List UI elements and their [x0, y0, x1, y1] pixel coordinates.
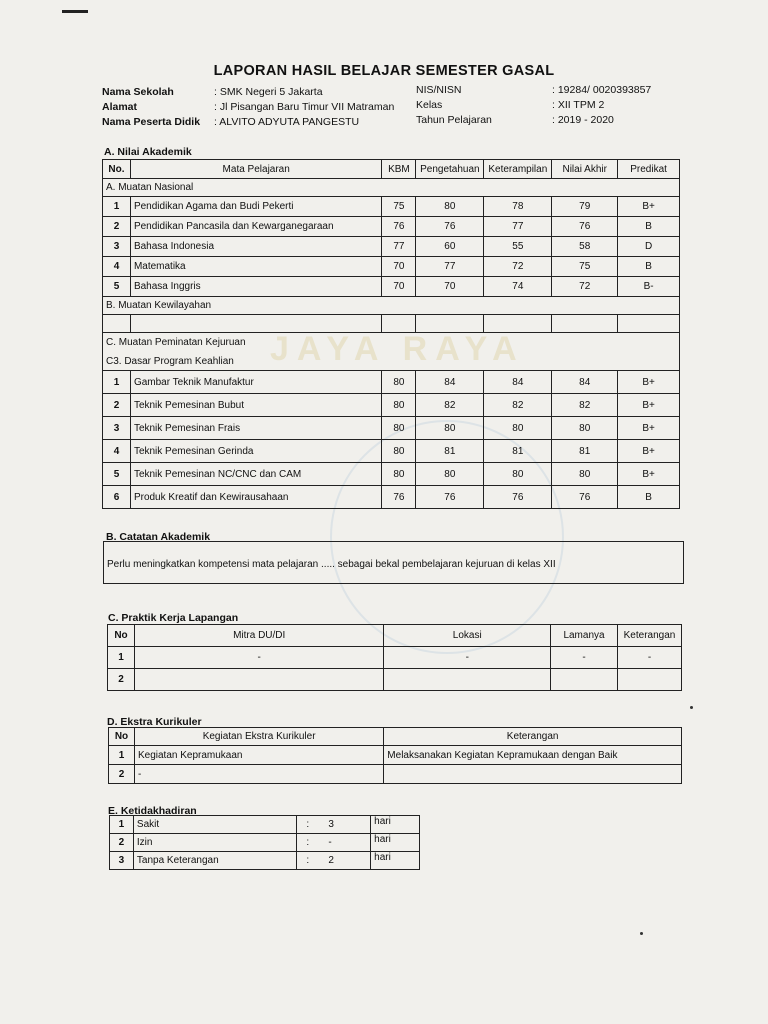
- predicate: B+: [618, 417, 680, 440]
- kbm-value: 80: [382, 371, 416, 394]
- row-number: 5: [103, 463, 131, 486]
- predicate: B: [618, 257, 680, 277]
- row-number: 2: [103, 217, 131, 237]
- school-label: Nama Sekolah: [102, 86, 174, 98]
- kbm-value: 80: [382, 463, 416, 486]
- final-score: 75: [552, 257, 618, 277]
- final-score: 58: [552, 237, 618, 257]
- subject-name: Produk Kreatif dan Kewirausahaan: [130, 486, 382, 509]
- grade-row: [103, 197, 680, 217]
- skill-score: 72: [484, 257, 552, 277]
- year-value: : 2019 - 2020: [552, 114, 614, 126]
- skill-score: 81: [484, 440, 552, 463]
- skill-score: 78: [484, 197, 552, 217]
- group-row: [103, 353, 680, 371]
- final-score: 80: [552, 417, 618, 440]
- absence-row: [110, 834, 420, 852]
- knowledge-score: 84: [416, 371, 484, 394]
- grade-row: [103, 237, 680, 257]
- academic-header-row: [103, 160, 680, 179]
- extra-header-row: [109, 728, 682, 746]
- final-score: 79: [552, 197, 618, 217]
- final-score: 81: [552, 440, 618, 463]
- top-mark: [62, 10, 88, 13]
- skill-score: 74: [484, 277, 552, 297]
- col-remarks: Keterangan: [384, 728, 682, 746]
- address-label: Alamat: [102, 101, 138, 113]
- absence-row: [110, 852, 420, 870]
- activity-remarks: [384, 765, 682, 784]
- subject-name: Bahasa Indonesia: [130, 237, 382, 257]
- col-location: Lokasi: [384, 625, 551, 647]
- col-activity: Kegiatan Ekstra Kurikuler: [134, 728, 383, 746]
- row-number: 2: [108, 669, 135, 691]
- remarks: [617, 669, 681, 691]
- absence-table: [109, 815, 420, 870]
- kbm-value: 80: [382, 394, 416, 417]
- predicate: B+: [618, 197, 680, 217]
- col-knowledge: Pengetahuan: [416, 160, 484, 179]
- subject-name: Teknik Pemesinan NC/CNC dan CAM: [130, 463, 382, 486]
- final-score: 82: [552, 394, 618, 417]
- kbm-value: 70: [382, 257, 416, 277]
- subject-name: Pendidikan Pancasila dan Kewarganegaraan: [130, 217, 382, 237]
- knowledge-score: 77: [416, 257, 484, 277]
- notes-section-title: B. Catatan Akademik: [106, 531, 211, 543]
- kbm-value: 80: [382, 440, 416, 463]
- kbm-value: 77: [382, 237, 416, 257]
- predicate: B+: [618, 394, 680, 417]
- col-subject: Mata Pelajaran: [130, 160, 382, 179]
- subject-name: Teknik Pemesinan Frais: [130, 417, 382, 440]
- colon: :: [306, 855, 310, 866]
- skill-score: 80: [484, 417, 552, 440]
- col-remarks: Keterangan: [617, 625, 681, 647]
- col-final: Nilai Akhir: [552, 160, 618, 179]
- partner-name: -: [134, 647, 383, 669]
- group-regional-label: B. Muatan Kewilayahan: [103, 297, 680, 315]
- empty-row: [103, 315, 680, 333]
- internship-table: [107, 624, 682, 691]
- row-number: 4: [103, 257, 131, 277]
- row-number: 3: [110, 852, 134, 870]
- duration: [551, 669, 618, 691]
- col-partner: Mitra DU/DI: [134, 625, 383, 647]
- predicate: B: [618, 486, 680, 509]
- activity-remarks: Melaksanakan Kegiatan Kepramukaan dengan Baik: [384, 746, 682, 765]
- predicate: B+: [618, 440, 680, 463]
- row-number: 4: [103, 440, 131, 463]
- absence-unit: hari: [371, 816, 420, 834]
- extra-row: [109, 765, 682, 784]
- location: [384, 669, 551, 691]
- subject-name: Bahasa Inggris: [130, 277, 382, 297]
- speck: [640, 932, 643, 935]
- absence-section-title: E. Ketidakhadiran: [108, 805, 197, 817]
- absence-count-cell: [297, 852, 371, 870]
- group-c3-label: C3. Dasar Program Keahlian: [103, 353, 680, 371]
- col-no: No.: [103, 160, 131, 179]
- knowledge-score: 80: [416, 417, 484, 440]
- group-row: [103, 179, 680, 197]
- final-score: 76: [552, 486, 618, 509]
- notes-box: [103, 541, 684, 584]
- colon: :: [306, 819, 310, 830]
- grade-row: [103, 417, 680, 440]
- final-score: 76: [552, 217, 618, 237]
- grade-row: [103, 463, 680, 486]
- absence-count-cell: [297, 816, 371, 834]
- row-number: 1: [103, 371, 131, 394]
- internship-row: [108, 669, 682, 691]
- predicate: B-: [618, 277, 680, 297]
- group-row: [103, 333, 680, 353]
- extra-row: [109, 746, 682, 765]
- student-label: Nama Peserta Didik: [102, 116, 201, 128]
- school-value: : SMK Negeri 5 Jakarta: [214, 86, 323, 98]
- skill-score: 80: [484, 463, 552, 486]
- subject-name: Teknik Pemesinan Bubut: [130, 394, 382, 417]
- grade-row: [103, 440, 680, 463]
- skill-score: 55: [484, 237, 552, 257]
- kbm-value: 76: [382, 217, 416, 237]
- grade-row: [103, 371, 680, 394]
- extra-section-title: D. Ekstra Kurikuler: [107, 716, 202, 728]
- nis-label: NIS/NISN: [416, 84, 462, 96]
- predicate: D: [618, 237, 680, 257]
- speck: [690, 706, 693, 709]
- grade-row: [103, 394, 680, 417]
- kbm-value: 75: [382, 197, 416, 217]
- knowledge-score: 76: [416, 217, 484, 237]
- row-number: 6: [103, 486, 131, 509]
- grade-row: [103, 486, 680, 509]
- skill-score: 84: [484, 371, 552, 394]
- absence-unit: hari: [371, 852, 420, 870]
- skill-score: 76: [484, 486, 552, 509]
- kbm-value: 80: [382, 417, 416, 440]
- predicate: B: [618, 217, 680, 237]
- internship-row: [108, 647, 682, 669]
- absence-type: Izin: [133, 834, 296, 852]
- knowledge-score: 81: [416, 440, 484, 463]
- grade-row: [103, 257, 680, 277]
- notes-text: Perlu meningkatkan kompetensi mata pelajaran ..... sebagai bekal pembelajaran kejuruan di kelas XII: [107, 559, 556, 570]
- group-row: [103, 297, 680, 315]
- row-number: 1: [103, 197, 131, 217]
- subject-name: Gambar Teknik Manufaktur: [130, 371, 382, 394]
- academic-table: [102, 159, 680, 509]
- absence-type: Tanpa Keterangan: [133, 852, 296, 870]
- absence-count: 3: [328, 819, 334, 830]
- duration: -: [551, 647, 618, 669]
- group-vocational-label: C. Muatan Peminatan Kejuruan: [103, 333, 680, 353]
- nis-value: : 19284/ 0020393857: [552, 84, 652, 96]
- knowledge-score: 60: [416, 237, 484, 257]
- class-label: Kelas: [416, 99, 443, 111]
- final-score: 84: [552, 371, 618, 394]
- activity-name: Kegiatan Kepramukaan: [134, 746, 383, 765]
- absence-row: [110, 816, 420, 834]
- academic-section-title: A. Nilai Akademik: [104, 146, 192, 158]
- remarks: -: [617, 647, 681, 669]
- partner-name: [134, 669, 383, 691]
- final-score: 72: [552, 277, 618, 297]
- subject-name: Pendidikan Agama dan Budi Pekerti: [130, 197, 382, 217]
- kbm-value: 76: [382, 486, 416, 509]
- col-predicate: Predikat: [618, 160, 680, 179]
- row-number: 1: [108, 647, 135, 669]
- year-label: Tahun Pelajaran: [416, 114, 492, 126]
- predicate: B+: [618, 371, 680, 394]
- skill-score: 82: [484, 394, 552, 417]
- subject-name: Matematika: [130, 257, 382, 277]
- col-skill: Keterampilan: [484, 160, 552, 179]
- watermark-text: JAYA RAYA: [270, 330, 525, 368]
- knowledge-score: 82: [416, 394, 484, 417]
- absence-count-cell: [297, 834, 371, 852]
- absence-unit: hari: [371, 834, 420, 852]
- row-number: 2: [110, 834, 134, 852]
- extra-table: [108, 727, 682, 784]
- colon: :: [306, 837, 310, 848]
- row-number: 3: [103, 417, 131, 440]
- skill-score: 77: [484, 217, 552, 237]
- col-duration: Lamanya: [551, 625, 618, 647]
- knowledge-score: 76: [416, 486, 484, 509]
- absence-count: 2: [328, 855, 334, 866]
- address-value: : Jl Pisangan Baru Timur VII Matraman: [214, 101, 395, 113]
- row-number: 3: [103, 237, 131, 257]
- row-number: 1: [109, 746, 135, 765]
- row-number: 1: [110, 816, 134, 834]
- absence-count: -: [328, 837, 332, 848]
- group-national-label: A. Muatan Nasional: [103, 179, 680, 197]
- location: -: [384, 647, 551, 669]
- col-kbm: KBM: [382, 160, 416, 179]
- class-value: : XII TPM 2: [552, 99, 605, 111]
- kbm-value: 70: [382, 277, 416, 297]
- grade-row: [103, 277, 680, 297]
- col-no: No: [109, 728, 135, 746]
- row-number: 2: [103, 394, 131, 417]
- grade-row: [103, 217, 680, 237]
- row-number: 2: [109, 765, 135, 784]
- page-title: LAPORAN HASIL BELAJAR SEMESTER GASAL: [213, 63, 555, 79]
- final-score: 80: [552, 463, 618, 486]
- subject-name: Teknik Pemesinan Gerinda: [130, 440, 382, 463]
- internship-header-row: [108, 625, 682, 647]
- knowledge-score: 70: [416, 277, 484, 297]
- absence-type: Sakit: [133, 816, 296, 834]
- student-value: : ALVITO ADYUTA PANGESTU: [214, 116, 360, 128]
- predicate: B+: [618, 463, 680, 486]
- col-no: No: [108, 625, 135, 647]
- knowledge-score: 80: [416, 463, 484, 486]
- internship-section-title: C. Praktik Kerja Lapangan: [108, 612, 239, 624]
- row-number: 5: [103, 277, 131, 297]
- activity-name: -: [134, 765, 383, 784]
- knowledge-score: 80: [416, 197, 484, 217]
